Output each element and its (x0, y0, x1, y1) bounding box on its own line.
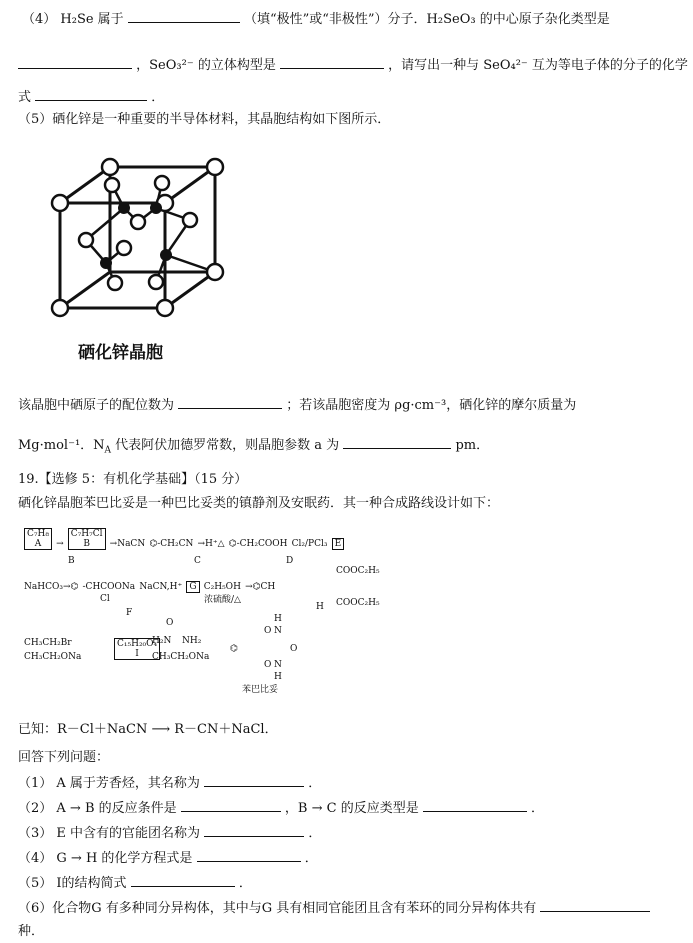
q5-line2-text: Mg·mol⁻¹．N (18, 438, 105, 453)
product-h1: H (274, 614, 282, 624)
answer-blank[interactable] (181, 799, 281, 812)
synthesis-scheme (16, 522, 416, 695)
compound-e-box: E (332, 538, 345, 550)
scheme-row-2: NaHCO₃→⌬ -CHCOONa NaCN,H⁺ G C₂H₅OH →⌬CH (24, 582, 276, 592)
answer-blank[interactable] (35, 88, 147, 101)
sub3-text: （3） E 中含有的官能团名称为 (18, 826, 201, 841)
reagent-ethyl-bromide: CH₃CH₂Br (24, 638, 72, 648)
answer-blank[interactable] (343, 436, 451, 449)
compound-g-box: G (186, 581, 199, 593)
sub1-text: （1） A 属于芳香烃，其名称为 (18, 776, 200, 791)
answer-blank[interactable] (540, 899, 650, 912)
product-o2: O (290, 644, 298, 654)
q19-sub1 (18, 772, 321, 791)
product-o3: O (264, 660, 272, 670)
sub4-text: （4） G → H 的化学方程式是 (18, 851, 193, 866)
q5-line2-text-2: 代表阿伏加德罗常数，则晶胞参数 a 为 (111, 438, 340, 453)
answer-blank[interactable] (18, 56, 132, 69)
q4-line2-text-2: ，请写出一种与 SeO₄²⁻ 互为等电子体的分子的化学 (388, 58, 688, 73)
product-ring: ⌬ (230, 644, 238, 654)
sub2-text-2: ，B → C 的反应类型是 (284, 801, 419, 816)
reagent-ethoxide: CH₃CH₂ONa (24, 652, 82, 662)
compound-b-box: C₇H₇Cl B (68, 528, 106, 550)
q19-title: 19.【选修 5：有机化学基础】（15 分） (18, 472, 248, 487)
label-b: B (68, 556, 75, 566)
q4-line1-text: （4） H₂Se 属于 (22, 12, 124, 27)
q4-line1-text-2: （填“极性”或“非极性”）分子．H₂SeO₃ 的中心原子杂化类型是 (243, 12, 610, 27)
urea-o: O (166, 618, 174, 628)
compound-h-top: COOC₂H₅ (336, 566, 380, 576)
q4-line3-text: 式 (18, 90, 32, 105)
answer-blank[interactable] (423, 799, 527, 812)
product-n1: N (274, 626, 282, 636)
reagent-nacn-2: NaCN (139, 582, 167, 592)
reagent-cl2: Cl₂ (291, 539, 305, 549)
q4-line3-end: ． (151, 90, 165, 105)
sub6-text: （6）化合物G 有多种同分异构体，其中与G 具有相同官能团且含有苯环的同分异构体共有 (18, 901, 537, 916)
q19-sub3 (18, 822, 321, 841)
compound-f-cl: Cl (100, 594, 110, 604)
q19-sub6 (18, 897, 650, 916)
sub5-text: （5） I的结构简式 (18, 876, 127, 891)
answer-blank[interactable] (131, 874, 235, 887)
reagent-nacn: NaCN (117, 539, 146, 549)
answer-blank[interactable] (197, 849, 301, 862)
reagent-h: H⁺ (205, 539, 218, 549)
sub5-end: ． (238, 876, 252, 891)
sub3-end: ． (308, 826, 322, 841)
reagent-heat: △ (217, 539, 225, 549)
reagent-h-2: H⁺ (169, 582, 183, 592)
label-c: C (194, 556, 201, 566)
urea-n2: NH₂ (182, 636, 202, 646)
urea-n1: H₂N (152, 636, 172, 646)
q19-sub4 (18, 847, 318, 866)
q5-line2 (18, 434, 489, 456)
q19-known: 已知：R－Cl＋NaCN ⟶ R－CN＋NaCl． (18, 722, 278, 737)
label-f: F (126, 608, 133, 618)
q19-sub2 (18, 797, 544, 816)
compound-f-group: -CHCOONa (82, 582, 136, 592)
compound-d-group: -CH₂COOH (236, 539, 288, 549)
answer-blank[interactable] (280, 56, 384, 69)
sub1-end: ． (308, 776, 322, 791)
zinc-selenide-unit-cell (40, 145, 240, 330)
compound-h-bottom: COOC₂H₅ (336, 598, 380, 608)
answer-blank[interactable] (204, 824, 304, 837)
sub2-text: （2） A → B 的反应条件是 (18, 801, 177, 816)
q19-answer-prompt: 回答下列问题： (18, 750, 110, 765)
scheme-row-1: C₇H₈ A → C₇H₇Cl B →NaCN ⌬-CH₂CN →H⁺△ ⌬-CH₂COOH Cl₂/PCl₃ E (24, 528, 344, 550)
compound-c-group: -CH₂CN (157, 539, 194, 549)
label-h: H (316, 602, 324, 612)
q5-line1-text-2: ；若该晶胞密度为 ρg·cm⁻³，硒化锌的摩尔质量为 (286, 398, 577, 413)
q4-line3 (18, 86, 164, 105)
compound-i-box: C₁₅H₂₀O₄ I (114, 638, 160, 660)
compound-h-ch: CH (260, 582, 276, 592)
q4-line1 (22, 8, 610, 27)
figure-caption: 硒化锌晶胞 (78, 343, 163, 363)
q4-line2-text: ，SeO₃²⁻ 的立体构型是 (136, 58, 276, 73)
q19-sub5 (18, 872, 252, 891)
compound-a-box: C₇H₈ A (24, 528, 52, 550)
reagent-ethanol: C₂H₅OH (203, 582, 241, 592)
label-d: D (286, 556, 294, 566)
q5-line1-text: 该晶胞中硒原子的配位数为 (18, 398, 175, 413)
product-h2: H (274, 672, 282, 682)
q19-sub6-end: 种． (18, 924, 45, 939)
sub2-end: ． (531, 801, 545, 816)
sub4-end: ． (304, 851, 318, 866)
product-name: 苯巴比妥 (242, 685, 279, 695)
product-o1: O (264, 626, 272, 636)
answer-blank[interactable] (128, 10, 240, 23)
q5-line2-end: pm． (455, 438, 490, 453)
answer-blank[interactable] (178, 396, 282, 409)
reagent-conc-sulfuric: 浓硫酸/△ (204, 595, 241, 605)
q19-intro: 硒化锌晶胞苯巴比妥是一种巴比妥类的镇静剂及安眠药．其一种合成路线设计如下： (18, 496, 500, 511)
reagent-nahco3: NaHCO₃ (24, 582, 63, 592)
q5-line2-sub: A (104, 445, 112, 456)
q5-line1 (18, 394, 576, 413)
q5-intro: （5）硒化锌是一种重要的半导体材料，其晶胞结构如下图所示． (18, 112, 391, 127)
answer-blank[interactable] (204, 774, 304, 787)
product-n2: N (274, 660, 282, 670)
q4-line2 (18, 54, 688, 73)
reagent-pcl3: PCl₃ (308, 539, 328, 549)
reagent-ethoxide-2: CH₃CH₂ONa (152, 652, 210, 662)
